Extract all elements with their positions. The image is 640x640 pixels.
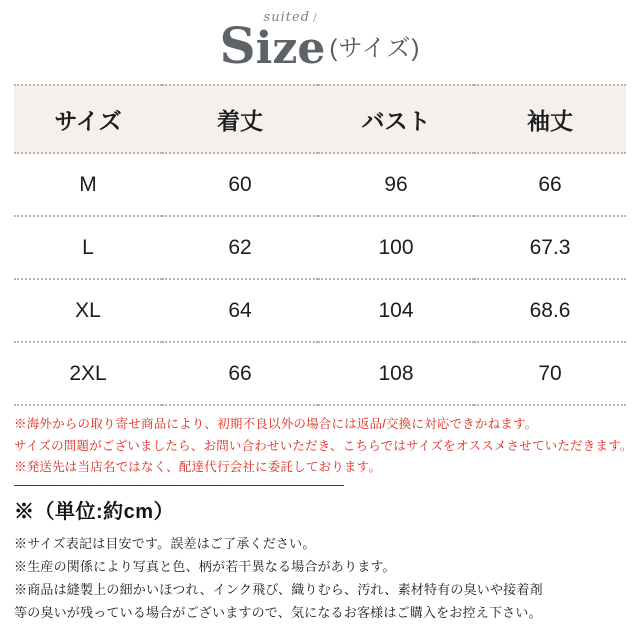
size-table-head bbox=[14, 85, 626, 153]
red-note-line: サイズの問題がございましたら、お問い合わせいただき、こちらではサイズをオススメさせていただきます。 bbox=[14, 438, 633, 453]
cell-bust: 104 bbox=[318, 279, 474, 342]
column-header-bust: バスト bbox=[318, 85, 474, 153]
section-divider bbox=[14, 485, 344, 486]
red-notes bbox=[14, 414, 633, 479]
size-table-wrap bbox=[14, 84, 626, 406]
size-table-body bbox=[14, 153, 626, 405]
title-block bbox=[0, 0, 640, 84]
cell-length: 62 bbox=[162, 216, 318, 279]
size-word-japanese: (サイズ) bbox=[329, 35, 421, 62]
cell-sleeve: 67.3 bbox=[474, 216, 626, 279]
cell-bust: 100 bbox=[318, 216, 474, 279]
cell-length: 60 bbox=[162, 153, 318, 216]
title-inner bbox=[219, 10, 421, 75]
column-header-sleeve: 袖丈 bbox=[474, 85, 626, 153]
black-note-line: 等の臭いが残っている場合がございますので、気になるお客様はご購入をお控え下さい。 bbox=[14, 604, 542, 620]
cell-length: 64 bbox=[162, 279, 318, 342]
column-header-size: サイズ bbox=[14, 85, 162, 153]
cell-size: 2XL bbox=[14, 342, 162, 405]
cell-length: 66 bbox=[162, 342, 318, 405]
unit-heading: ※（単位:約cm） bbox=[14, 500, 175, 523]
cell-bust: 108 bbox=[318, 342, 474, 405]
black-note-line: ※サイズ表記は目安です。誤差はご了承ください。 bbox=[14, 535, 316, 551]
table-row bbox=[14, 279, 626, 342]
size-word-rest: ize bbox=[255, 23, 326, 74]
cell-sleeve: 66 bbox=[474, 153, 626, 216]
table-row bbox=[14, 153, 626, 216]
cell-sleeve: 70 bbox=[474, 342, 626, 405]
cell-bust: 96 bbox=[318, 153, 474, 216]
size-table bbox=[14, 84, 626, 406]
black-note-line: ※商品は縫製上の細かいほつれ、インク飛び、織りむら、汚れ、素材特有の臭いや接着剤 bbox=[14, 581, 543, 597]
table-row bbox=[14, 216, 626, 279]
red-note-line: ※海外からの取り寄せ商品により、初期不良以外の場合には返品/交換に対応できかねます。 bbox=[14, 417, 538, 431]
suited-tagline bbox=[264, 10, 321, 25]
black-notes bbox=[14, 532, 626, 625]
cell-size: XL bbox=[14, 279, 162, 342]
black-note-line: ※生産の関係により写真と色、柄が若干異なる場合があります。 bbox=[14, 558, 396, 574]
cell-sleeve: 68.6 bbox=[474, 279, 626, 342]
table-header-row bbox=[14, 85, 626, 153]
cell-size: L bbox=[14, 216, 162, 279]
suited-tagline-text: suited bbox=[263, 10, 310, 25]
red-note-line: ※発送先は当店名ではなく、配達代行会社に委託しております。 bbox=[14, 460, 382, 474]
cell-size: M bbox=[14, 153, 162, 216]
size-word-capital: S bbox=[219, 16, 256, 75]
table-row bbox=[14, 342, 626, 405]
column-header-length: 着丈 bbox=[162, 85, 318, 153]
suited-tagline-slash: / bbox=[313, 11, 318, 24]
